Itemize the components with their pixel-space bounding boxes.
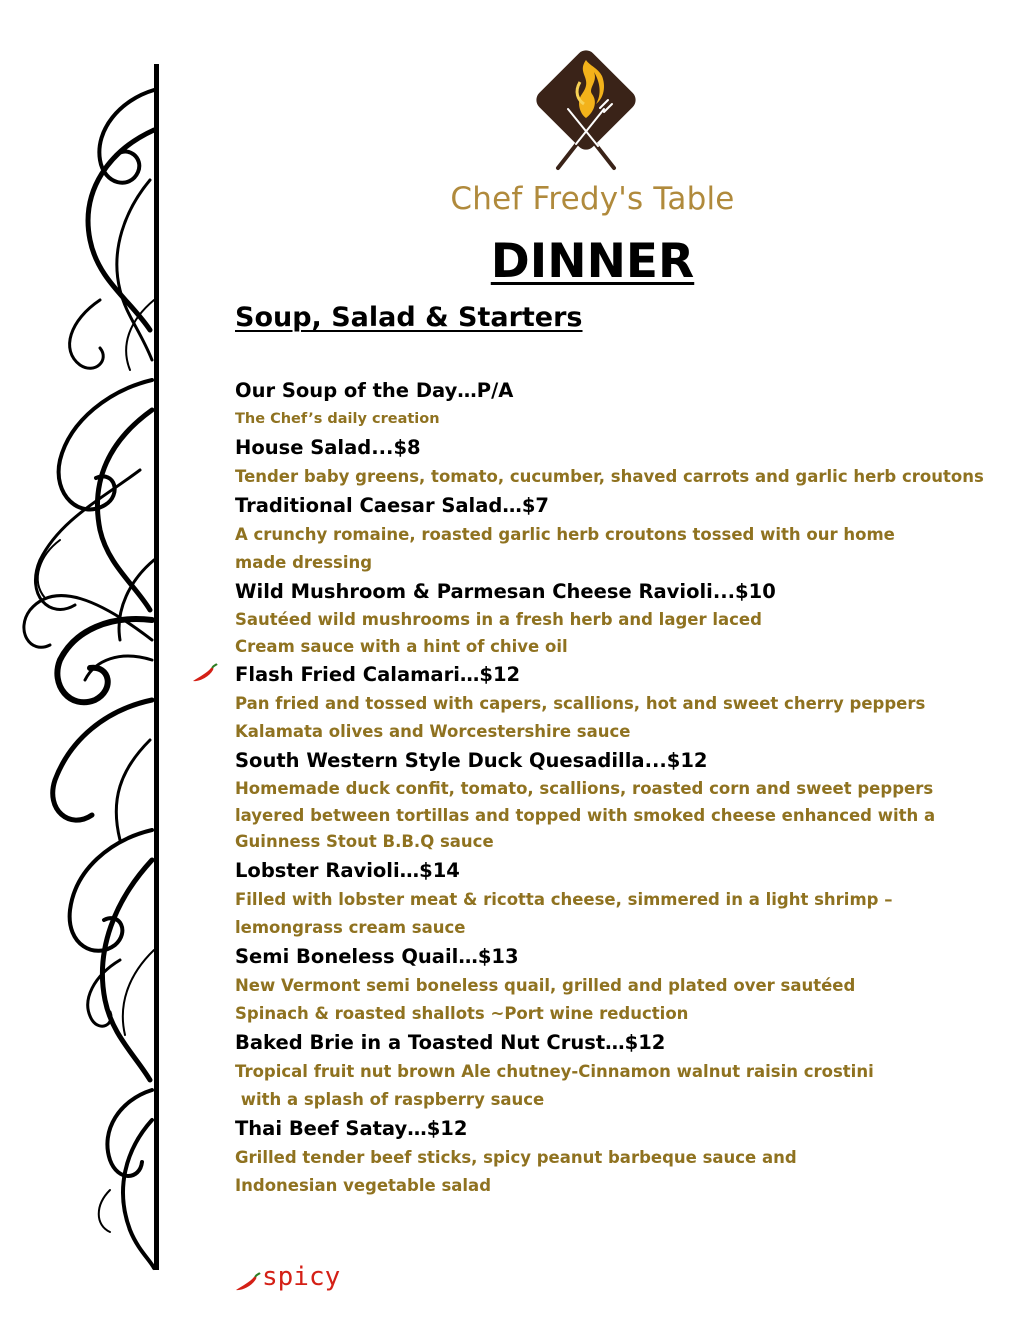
menu-item-description: Tender baby greens, tomato, cucumber, shaved carrots and garlic herb croutons [235,467,984,486]
menu-item-name: Thai Beef Satay…$12 [235,1116,468,1140]
menu-item-name: Semi Boneless Quail…$13 [235,944,519,968]
menu-item [235,577,975,660]
menu-item-description: Tropical fruit nut brown Ale chutney-Cinnamon walnut raisin crostini [235,1061,874,1081]
menu-item-name: House Salad...$8 [235,436,421,459]
chili-pepper-icon [189,663,219,685]
menu-item-description: Sautéed wild mushrooms in a fresh herb and lager laced [235,610,762,629]
menu-item-description: lemongrass cream sauce [235,917,466,937]
menu-item-description: A crunchy romaine, roasted garlic herb croutons tossed with our home [235,525,895,544]
menu-item-description: Cream sauce with a hint of chive oil [235,636,568,656]
menu-item-name: Traditional Caesar Salad…$7 [235,494,549,517]
menu-item-name: Flash Fried Calamari…$12 [235,663,521,686]
menu-item [235,491,975,577]
menu-item [235,660,975,746]
menu-list [235,376,984,1200]
menu-item [235,942,975,1028]
menu-item [235,1028,975,1114]
menu-item-name: Baked Brie in a Toasted Nut Crust…$12 [235,1030,666,1054]
menu-item-description: Guinness Stout B.B.Q sauce [235,832,494,851]
chef-logo [528,42,644,176]
menu-item [235,1114,975,1200]
menu-item [235,746,975,856]
restaurant-name: Chef Fredy's Table [450,181,735,217]
menu-item-description: Grilled tender beef sticks, spicy peanut barbeque sauce and [235,1147,797,1167]
menu-item [235,856,975,942]
chili-pepper-icon [232,1272,262,1294]
menu-item-description: Filled with lobster meat & ricotta cheese, simmered in a light shrimp – [235,889,893,909]
menu-title: DINNER [490,234,695,289]
menu-item-description: made dressing [235,553,373,572]
menu-item-description: Homemade duck confit, tomato, scallions, roasted corn and sweet peppers [235,779,934,798]
menu-item-description: Indonesian vegetable salad [235,1175,491,1195]
menu-item-description: Spinach & roasted shallots ~Port wine reduction [235,1003,689,1023]
menu-item-description: The Chef’s daily creation [235,411,440,427]
menu-item-description: with a splash of raspberry sauce [235,1089,545,1109]
menu-item [235,433,984,491]
section-title: Soup, Salad & Starters [235,302,583,333]
menu-item-description: New Vermont semi boneless quail, grilled and plated over sautéed [235,975,856,995]
menu-item-name: Our Soup of the Day…P/A [235,379,514,402]
decorative-scroll-ornament [0,0,200,1320]
menu-item-name: South Western Style Duck Quesadilla...$12 [235,749,708,772]
menu-item-name: Lobster Ravioli…$14 [235,858,460,882]
menu-item-description: layered between tortillas and topped with smoked cheese enhanced with a [235,805,936,825]
menu-item [235,376,975,433]
menu-item-name: Wild Mushroom & Parmesan Cheese Ravioli...$10 [235,580,776,603]
menu-item-description: Pan fried and tossed with capers, scallions, hot and sweet cherry peppers [235,694,926,713]
spicy-legend-label: spicy [262,1262,341,1292]
menu-item-description: Kalamata olives and Worcestershire sauce [235,722,631,741]
